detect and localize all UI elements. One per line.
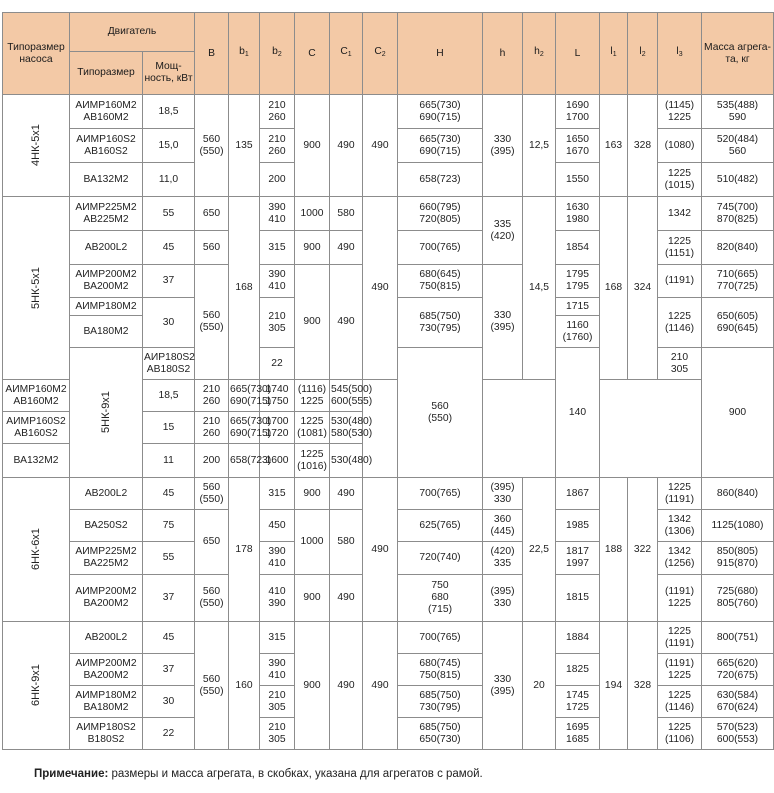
- power-cell: 11,0: [143, 163, 195, 197]
- power-cell: 37: [143, 265, 195, 298]
- motor-cell: АИР180S2 АВ180S2: [143, 348, 195, 380]
- table-row: [3, 95, 774, 129]
- h-cell: (420) 335: [483, 542, 523, 575]
- H-cell: 665(730) 690(715): [229, 380, 260, 412]
- l3-cell: 1225 (1191): [658, 478, 702, 510]
- B-cell: 650: [195, 510, 229, 575]
- footnote: [34, 768, 483, 780]
- mass-cell: 860(840): [702, 478, 774, 510]
- mass-cell: 745(700) 870(825): [702, 197, 774, 231]
- mass-cell: 570(523) 600(553): [702, 718, 774, 750]
- b2-cell: 390 410: [260, 265, 295, 298]
- col-pump-size: Типоразмер насоса: [3, 13, 70, 95]
- mass-cell: 630(584) 670(624): [702, 686, 774, 718]
- power-cell: 22: [260, 348, 295, 380]
- b2-cell: 210 305: [260, 686, 295, 718]
- power-cell: 45: [143, 622, 195, 654]
- h-cell: 330 (395): [483, 265, 523, 380]
- power-cell: 45: [143, 478, 195, 510]
- b2-cell: 315: [260, 231, 295, 265]
- l3-cell: 1342: [658, 197, 702, 231]
- l3-cell: 1225 (1016): [295, 444, 330, 478]
- h-cell: (395) 330: [483, 575, 523, 622]
- B-cell: 650: [195, 197, 229, 231]
- group-label: 5НК-9х1: [70, 348, 143, 478]
- H-cell: 658(723): [398, 163, 483, 197]
- L-cell: 1160 (1760): [556, 316, 600, 348]
- l1-cell: 163: [600, 95, 628, 197]
- motor-cell: ВА180М2: [70, 316, 143, 348]
- L-cell: 1650 1670: [556, 129, 600, 163]
- B-cell: 560 (550): [195, 478, 229, 510]
- footnote-label: Примечание:: [34, 768, 109, 780]
- C1-cell: 490: [330, 478, 363, 510]
- L-cell: 1695 1685: [556, 718, 600, 750]
- L-cell: 1854: [556, 231, 600, 265]
- table-row: [3, 622, 774, 654]
- mass-cell: 850(805) 915(870): [702, 542, 774, 575]
- mass-cell: 530(480) 580(530): [330, 412, 363, 444]
- l3-cell: 1225 (1146): [658, 298, 702, 348]
- b2-cell: 200: [260, 163, 295, 197]
- C-cell: 900: [295, 622, 330, 750]
- H-cell: 685(750) 730(795): [398, 298, 483, 348]
- pump-units-table-wrap: [2, 12, 771, 750]
- motor-cell: АИМР160М2 АВ160М2: [70, 95, 143, 129]
- motor-cell: АИМР200М2 ВА200М2: [70, 575, 143, 622]
- mass-cell: 1125(1080): [702, 510, 774, 542]
- l3-cell: 1225 (1106): [658, 718, 702, 750]
- mass-cell: 545(500) 600(555): [330, 380, 363, 412]
- h2-cell: 22,5: [523, 478, 556, 622]
- power-cell: 37: [143, 654, 195, 686]
- motor-cell: АИМР160S2 АВ160S2: [3, 412, 70, 444]
- pump-units-table: [2, 12, 774, 750]
- C-cell: 1000: [295, 510, 330, 575]
- L-cell: 1884: [556, 622, 600, 654]
- H-cell: 700(765): [398, 622, 483, 654]
- b1-cell: 178: [229, 478, 260, 622]
- power-cell: 18,5: [143, 380, 195, 412]
- col-h2: $h_2$: [523, 13, 556, 95]
- mass-cell: 510(482): [702, 163, 774, 197]
- H-cell: 665(730) 690(715): [398, 129, 483, 163]
- C-cell: 900: [295, 265, 330, 380]
- mass-cell: 710(665) 770(725): [702, 265, 774, 298]
- C1-cell: 580: [330, 510, 363, 575]
- l3-cell: (1116) 1225: [295, 380, 330, 412]
- b2-cell: 410 390: [260, 575, 295, 622]
- h-cell: 330 (395): [483, 95, 523, 197]
- C2-cell: 490: [363, 95, 398, 197]
- l2-cell: 328: [628, 95, 658, 197]
- power-cell: 15,0: [143, 129, 195, 163]
- C1-cell: 490: [330, 622, 363, 750]
- col-h: h: [483, 13, 523, 95]
- h2-cell: 20: [523, 622, 556, 750]
- mass-cell: 530(480): [330, 444, 363, 478]
- mass-cell: 820(840): [702, 231, 774, 265]
- b2-cell: 210 305: [260, 298, 295, 348]
- l3-cell: 1225 (1191): [658, 622, 702, 654]
- C-cell: 900: [295, 478, 330, 510]
- motor-cell: ВА132М2: [3, 444, 70, 478]
- b2-cell: 450: [260, 510, 295, 542]
- col-C1: $C_1$: [330, 13, 363, 95]
- C-cell: 900: [295, 575, 330, 622]
- power-cell: 45: [143, 231, 195, 265]
- power-cell: 55: [143, 542, 195, 575]
- b1-cell: 168: [229, 197, 260, 380]
- col-H: H: [398, 13, 483, 95]
- L-cell: 1700 1720: [260, 412, 295, 444]
- l3-cell: (1191) 1225: [658, 654, 702, 686]
- L-cell: 1795 1795: [556, 265, 600, 298]
- h-cell: 330 (395): [483, 622, 523, 750]
- motor-cell: ВА132М2: [70, 163, 143, 197]
- C-cell: 900: [295, 231, 330, 265]
- mass-cell: 665(620) 720(675): [702, 654, 774, 686]
- col-b1: $b_1$: [229, 13, 260, 95]
- power-cell: 37: [143, 575, 195, 622]
- col-l2: $l_2$: [628, 13, 658, 95]
- b1-cell: 140: [556, 348, 600, 478]
- motor-cell: АИМР225М2 АВ225М2: [70, 197, 143, 231]
- col-power: Мощ-ность, кВт: [143, 52, 195, 95]
- col-b2: $b_2$: [260, 13, 295, 95]
- b1-cell: 135: [229, 95, 260, 197]
- footnote-text: размеры и масса агрегата, в скобках, указана для агрегатов с рамой.: [108, 768, 483, 780]
- C1-cell: 490: [330, 95, 363, 197]
- H-cell: 680(645) 750(815): [398, 265, 483, 298]
- h-cell: (395) 330: [483, 478, 523, 510]
- mass-cell: 520(484) 560: [702, 129, 774, 163]
- motor-cell: АВ200L2: [70, 478, 143, 510]
- table-header: [3, 13, 774, 95]
- b1-cell: 160: [229, 622, 260, 750]
- l1-cell: 194: [600, 622, 628, 750]
- table-body: [3, 95, 774, 750]
- l3-cell: 1225 (1146): [658, 686, 702, 718]
- B-cell: 560: [195, 231, 229, 265]
- L-cell: 1715: [556, 298, 600, 316]
- motor-cell: АИМР225М2 ВА225М2: [70, 542, 143, 575]
- l2-cell: 322: [628, 478, 658, 622]
- l3-cell: (1080): [658, 129, 702, 163]
- H-cell: 720(740): [398, 542, 483, 575]
- group-label: 5НК-5х1: [3, 197, 70, 380]
- L-cell: 1817 1997: [556, 542, 600, 575]
- col-l3: $l_3$: [658, 13, 702, 95]
- H-cell: 750 680 (715): [398, 575, 483, 622]
- motor-cell: АВ200L2: [70, 231, 143, 265]
- L-cell: 1745 1725: [556, 686, 600, 718]
- col-motor: Двигатель: [70, 13, 195, 52]
- power-cell: 30: [143, 298, 195, 348]
- C2-cell: 490: [363, 622, 398, 750]
- col-B: B: [195, 13, 229, 95]
- b2-cell: 390 410: [260, 654, 295, 686]
- H-cell: 680(745) 750(815): [398, 654, 483, 686]
- C2-cell: 490: [363, 197, 398, 380]
- h2-cell: 12,5: [523, 95, 556, 197]
- motor-cell: АИМР180S2 В180S2: [70, 718, 143, 750]
- L-cell: 1825: [556, 654, 600, 686]
- motor-cell: АИМР160S2 АВ160S2: [70, 129, 143, 163]
- l3-cell: 1225 (1015): [658, 163, 702, 197]
- l2-cell: 324: [628, 197, 658, 380]
- C1-cell: 490: [330, 265, 363, 380]
- motor-cell: АИМР200М2 ВА200М2: [70, 654, 143, 686]
- L-cell: 1815: [556, 575, 600, 622]
- h-cell: 360 (445): [483, 510, 523, 542]
- b2-cell: 210 260: [195, 412, 229, 444]
- h-cell: 335 (420): [483, 197, 523, 265]
- motor-cell: АИМР180М2 ВА180М2: [70, 686, 143, 718]
- l3-cell: (1145) 1225: [658, 95, 702, 129]
- power-cell: 75: [143, 510, 195, 542]
- l2-cell: 328: [628, 622, 658, 750]
- b2-cell: 390 410: [260, 197, 295, 231]
- H-cell: 665(730) 690(715): [398, 95, 483, 129]
- C2-cell: 490: [363, 478, 398, 622]
- B-cell: 560 (550): [398, 348, 483, 478]
- H-cell: 665(730) 690(715): [229, 412, 260, 444]
- B-cell: 560 (550): [195, 622, 229, 750]
- col-mass: Масса агрега-та, кг: [702, 13, 774, 95]
- L-cell: 1600: [260, 444, 295, 478]
- b2-cell: 390 410: [260, 542, 295, 575]
- group-label: 6НК-9х1: [3, 622, 70, 750]
- l3-cell: (1191): [658, 265, 702, 298]
- b2-cell: 210 305: [260, 718, 295, 750]
- L-cell: 1985: [556, 510, 600, 542]
- C1-cell: 580: [330, 197, 363, 231]
- L-cell: 1867: [556, 478, 600, 510]
- power-cell: 55: [143, 197, 195, 231]
- C-cell: 900: [295, 95, 330, 197]
- C1-cell: 490: [330, 575, 363, 622]
- col-C2: $C_2$: [363, 13, 398, 95]
- table-row: [3, 197, 774, 231]
- L-cell: 1740 1750: [260, 380, 295, 412]
- l3-cell: (1191) 1225: [658, 575, 702, 622]
- motor-cell: АИМР160М2 АВ160М2: [3, 380, 70, 412]
- mass-cell: 535(488) 590: [702, 95, 774, 129]
- motor-cell: АИМР180М2: [70, 298, 143, 316]
- l1-cell: 168: [600, 197, 628, 380]
- b2-cell: 315: [260, 478, 295, 510]
- b2-cell: 210 260: [260, 129, 295, 163]
- b2-cell: 210 260: [260, 95, 295, 129]
- motor-cell: АВ200L2: [70, 622, 143, 654]
- B-cell: 560 (550): [195, 575, 229, 622]
- group-label: 6НК-6х1: [3, 478, 70, 622]
- col-motor-model: Типоразмер: [70, 52, 143, 95]
- l3-cell: 1342 (1256): [658, 542, 702, 575]
- H-cell: 700(765): [398, 478, 483, 510]
- B-cell: 560 (550): [195, 95, 229, 197]
- l3-cell: 1225 (1081): [295, 412, 330, 444]
- b2-cell: 200: [195, 444, 229, 478]
- L-cell: 1550: [556, 163, 600, 197]
- b2-cell: 210 305: [658, 348, 702, 380]
- H-cell: 685(750) 650(730): [398, 718, 483, 750]
- b2-cell: 210 260: [195, 380, 229, 412]
- motor-cell: АИМР200М2 ВА200М2: [70, 265, 143, 298]
- l3-cell: 1342 (1306): [658, 510, 702, 542]
- power-cell: 30: [143, 686, 195, 718]
- group-label: 4НК-5х1: [3, 95, 70, 197]
- H-cell: 685(750) 730(795): [398, 686, 483, 718]
- mass-cell: 650(605) 690(645): [702, 298, 774, 348]
- h2-cell: 14,5: [523, 197, 556, 380]
- l3-cell: 1225 (1151): [658, 231, 702, 265]
- power-cell: 22: [143, 718, 195, 750]
- C-cell: 1000: [295, 197, 330, 231]
- H-cell: 660(795) 720(805): [398, 197, 483, 231]
- mass-cell: 800(751): [702, 622, 774, 654]
- mass-cell: 725(680) 805(760): [702, 575, 774, 622]
- power-cell: 18,5: [143, 95, 195, 129]
- col-C: C: [295, 13, 330, 95]
- table-row: [3, 478, 774, 510]
- L-cell: 1630 1980: [556, 197, 600, 231]
- H-cell: 625(765): [398, 510, 483, 542]
- b2-cell: 315: [260, 622, 295, 654]
- C-cell: 900: [702, 348, 774, 478]
- B-cell: 560 (550): [195, 265, 229, 380]
- col-L: L: [556, 13, 600, 95]
- col-l1: $l_1$: [600, 13, 628, 95]
- l1-cell: 188: [600, 478, 628, 622]
- C1-cell: 490: [330, 231, 363, 265]
- H-cell: 658(723): [229, 444, 260, 478]
- L-cell: 1690 1700: [556, 95, 600, 129]
- motor-cell: ВА250S2: [70, 510, 143, 542]
- power-cell: 15: [143, 412, 195, 444]
- H-cell: 700(765): [398, 231, 483, 265]
- power-cell: 11: [143, 444, 195, 478]
